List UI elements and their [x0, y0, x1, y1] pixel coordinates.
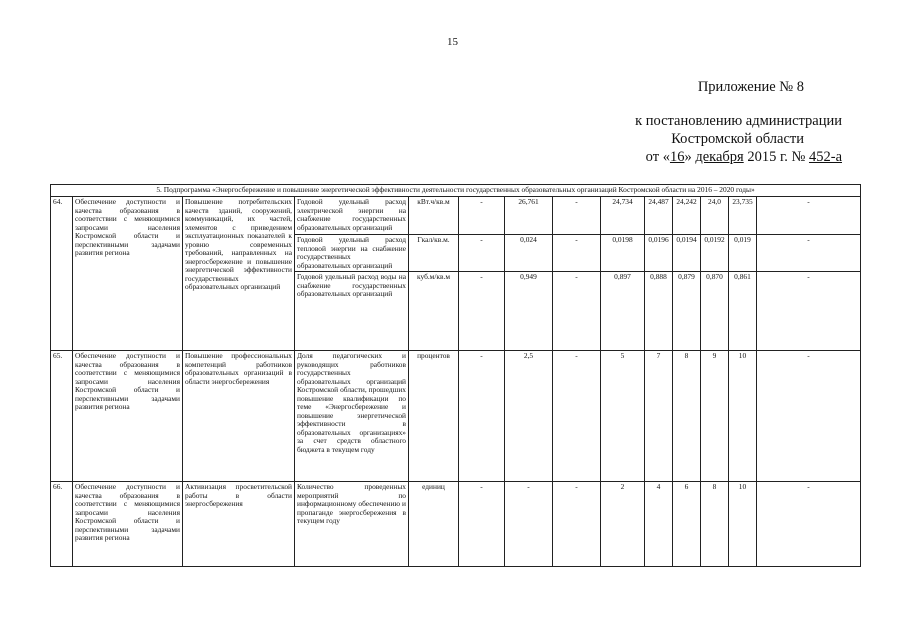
value-cell: 0,879	[673, 272, 701, 351]
resolution-reference: к постановлению администрации	[635, 113, 842, 129]
date-prefix: от «	[645, 149, 670, 165]
value-cell: 6	[673, 482, 701, 567]
value-cell: 0,870	[701, 272, 729, 351]
goal-cell: Обеспечение доступности и качества образования в соответствии с меняющимися запросами населения Костромской области и перспективными задачами развития региона	[73, 197, 183, 351]
unit-cell: процентов	[409, 351, 459, 482]
value-cell: -	[505, 482, 553, 567]
value-cell: -	[553, 351, 601, 482]
value-cell: -	[757, 351, 861, 482]
date-month: декабря	[695, 149, 744, 165]
value-cell: 0,019	[729, 235, 757, 272]
subprogram-title: 5. Подпрограмма «Энергосбережение и повышение энергетической эффективности деятельности государственных образовательных организаций Костромской области на 2016 – 2020 годы»	[51, 185, 861, 197]
table-row	[51, 482, 861, 567]
value-cell: -	[553, 482, 601, 567]
task-cell: Повышение потребительских качеств зданий, сооружений, коммуникаций, их частей, элементов с приведением эксплуатационных показателей к уровню современных требований, направленных на энергосбережение и повышение энергетической эффективности государственных образовательных организаций	[183, 197, 295, 351]
goal-cell: Обеспечение доступности и качества образования в соответствии с меняющимися запросами населения Костромской области и перспективными задачами развития региона	[73, 351, 183, 482]
table-row	[51, 351, 861, 482]
value-cell: -	[553, 197, 601, 235]
value-cell: 10	[729, 351, 757, 482]
subprogram-row	[51, 185, 861, 197]
row-number: 65.	[51, 351, 73, 482]
value-cell: 5	[601, 351, 645, 482]
value-cell: 24,0	[701, 197, 729, 235]
value-cell: 2,5	[505, 351, 553, 482]
page-number: 15	[447, 36, 458, 48]
value-cell: 10	[729, 482, 757, 567]
value-cell: 24,734	[601, 197, 645, 235]
value-cell: 0,897	[601, 272, 645, 351]
value-cell: -	[757, 272, 861, 351]
date-mid: »	[684, 149, 696, 165]
value-cell: 24,242	[673, 197, 701, 235]
indicator-name: Годовой удельный расход воды на снабжение государственных образовательных организаций	[295, 272, 409, 351]
unit-cell: единиц	[409, 482, 459, 567]
appendix-header	[560, 78, 860, 166]
value-cell: 0,0198	[601, 235, 645, 272]
value-cell: -	[757, 197, 861, 235]
appendix-title: Приложение № 8	[697, 79, 804, 95]
value-cell: 0,024	[505, 235, 553, 272]
value-cell: 2	[601, 482, 645, 567]
value-cell: 0,0196	[645, 235, 673, 272]
resolution-date	[560, 148, 860, 166]
value-cell: 0,0192	[701, 235, 729, 272]
unit-cell: куб.м/кв.м	[409, 272, 459, 351]
value-cell: 0,888	[645, 272, 673, 351]
value-cell: 23,735	[729, 197, 757, 235]
value-cell: 0,949	[505, 272, 553, 351]
value-cell: 9	[701, 351, 729, 482]
value-cell: 7	[645, 351, 673, 482]
value-cell: -	[553, 272, 601, 351]
value-cell: 8	[701, 482, 729, 567]
row-number: 64.	[51, 197, 73, 351]
indicator-name: Годовой удельный расход электрической энергии на снабжение государственных образовательных организаций	[295, 197, 409, 235]
value-cell: 0,861	[729, 272, 757, 351]
value-cell: -	[459, 272, 505, 351]
value-cell: 8	[673, 351, 701, 482]
date-day: 16	[669, 149, 685, 165]
row-number: 66.	[51, 482, 73, 567]
value-cell: -	[459, 482, 505, 567]
indicators-table	[50, 184, 861, 567]
table-row	[51, 197, 861, 235]
date-year: 2015 г. №	[743, 149, 809, 165]
value-cell: 26,761	[505, 197, 553, 235]
unit-cell: Гкал/кв.м.	[409, 235, 459, 272]
region-name: Костромской области	[671, 131, 804, 147]
value-cell: 24,487	[645, 197, 673, 235]
value-cell: -	[459, 351, 505, 482]
indicator-name: Годовой удельный расход тепловой энергии на снабжение государственных образовательных организаций	[295, 235, 409, 272]
value-cell: 0,0194	[673, 235, 701, 272]
task-cell: Активизация просветительской работы в области энергосбережения	[183, 482, 295, 567]
document-number: 452-а	[808, 149, 842, 165]
value-cell: -	[553, 235, 601, 272]
value-cell: -	[459, 235, 505, 272]
indicator-name: Доля педагогических и руководящих работников государственных образовательных организаций Костромской области, прошедших повышение квалификации по теме «Энергосбережение и повышение энергетической эффективности в образовательных организациях» за счет средств областного бюджета в текущем году	[295, 351, 409, 482]
value-cell: 4	[645, 482, 673, 567]
goal-cell: Обеспечение доступности и качества образования в соответствии с меняющимися запросами населения Костромской области и перспективными задачами развития региона	[73, 482, 183, 567]
value-cell: -	[459, 197, 505, 235]
indicator-name: Количество проведенных мероприятий по информационному обеспечению и пропаганде энергосбережения в текущем году	[295, 482, 409, 567]
unit-cell: кВт.ч/кв.м	[409, 197, 459, 235]
value-cell: -	[757, 482, 861, 567]
task-cell: Повышение профессиональных компетенций работников образовательных организаций в области энергосбережения	[183, 351, 295, 482]
value-cell: -	[757, 235, 861, 272]
